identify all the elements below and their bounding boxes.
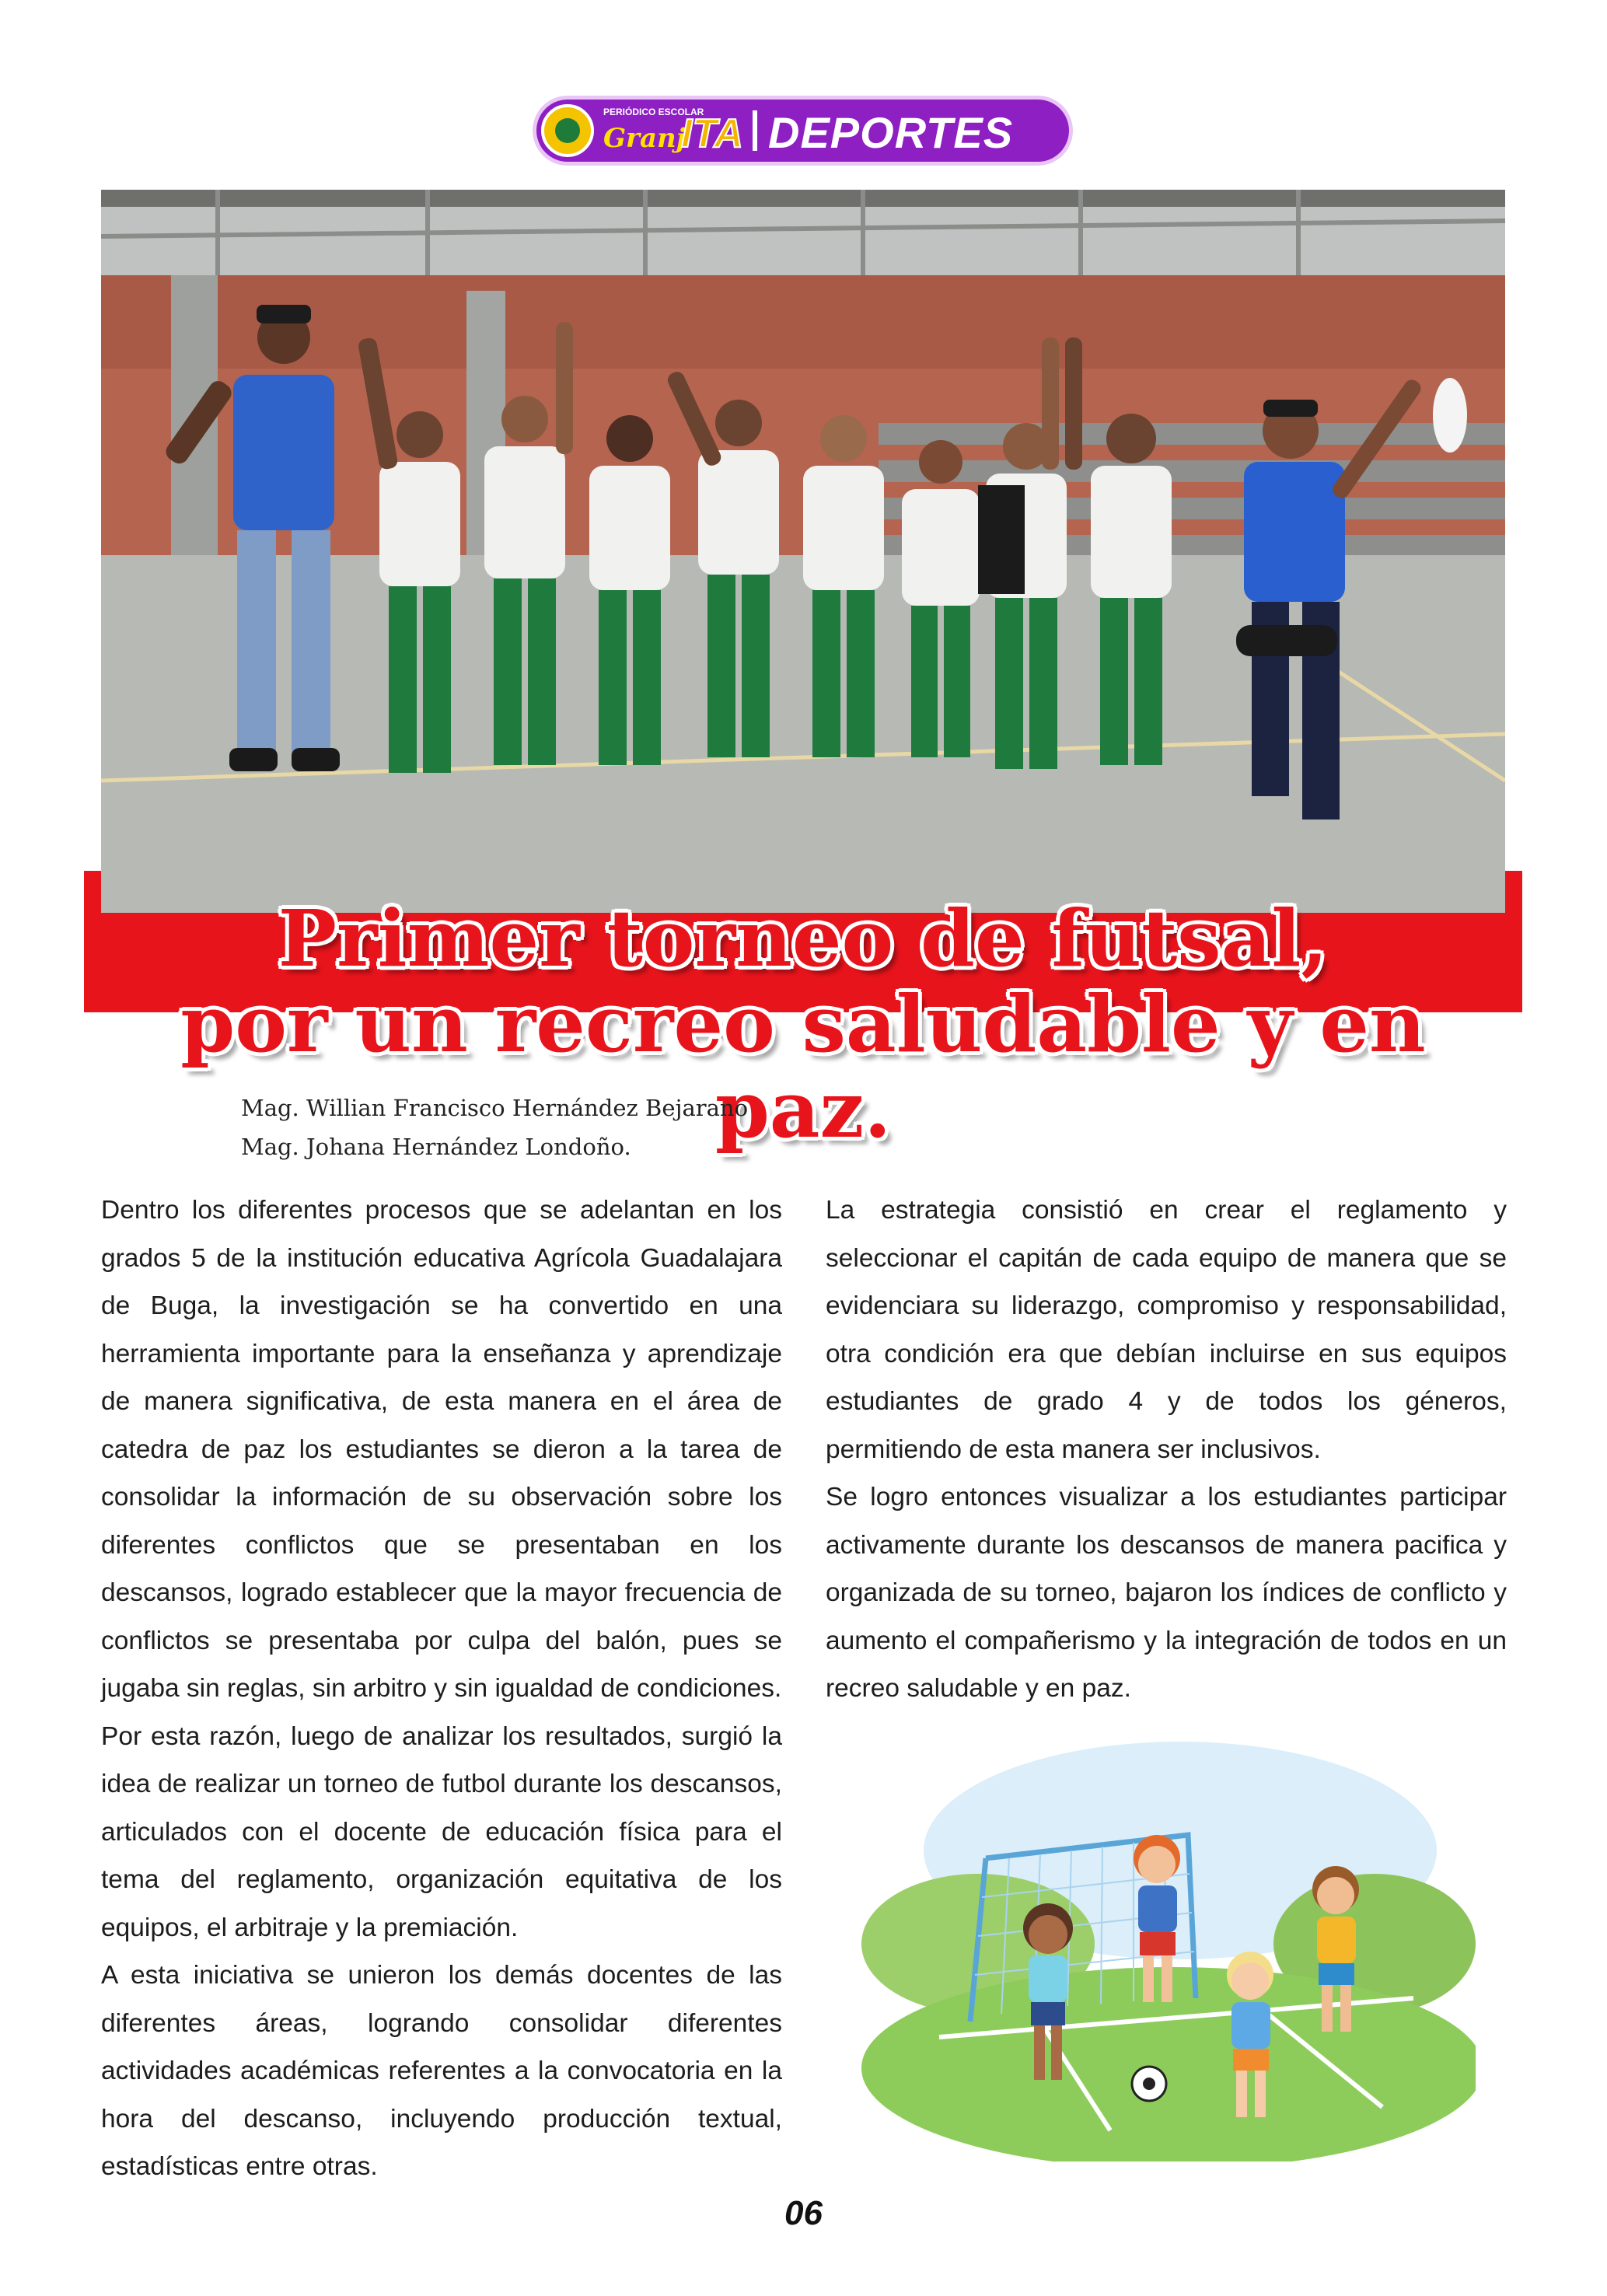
- paragraph: La estrategia consistió en crear el reglamento y seleccionar el capitán de cada equipo de manera que se evidenciara su liderazgo, compromiso y responsabilidad, otra condición era que debían incluirse en sus equipos estudiantes de grado 4 y de todos los géneros, permitiendo de esta manera ser inclusivos.: [826, 1196, 1507, 1464]
- paragraph: A esta iniciativa se unieron los demás docentes de las diferentes áreas, logrando consolidar diferentes actividades académicas referentes a la convocatoria en la hora del descanso, incluyendo producción textual, estadísticas entre otras.: [101, 1961, 782, 2181]
- kids-football-illustration: [854, 1742, 1476, 2161]
- brand-acronym: ITA: [681, 111, 743, 156]
- page-number: 06: [784, 2194, 823, 2232]
- header-divider: [753, 110, 757, 151]
- right-text-column: [826, 1186, 1507, 1713]
- left-text-column: [101, 1186, 782, 2191]
- school-seal-icon: [541, 104, 594, 157]
- article-authors: [241, 1089, 748, 1166]
- paragraph: Dentro los diferentes procesos que se adelantan en los grados 5 de la institución educativa Agrícola Guadalajara de Buga, la investigación se ha convertido en una herramienta importante para la enseñanza y aprendizaje de manera significativa, de esta manera en el área de catedra de paz los estudiantes se dieron a la tarea de consolidar la información de su observación sobre los diferentes conflictos que se presentaban en los descansos, logrado establecer que la mayor frecuencia de conflictos se presentaba por culpa del balón, pues se jugaba sin reglas, sin arbitro y sin igualdad de condiciones.: [101, 1196, 782, 1703]
- brand-name: Granj: [603, 123, 686, 154]
- author-name: Mag. Willian Francisco Hernández Bejarano: [241, 1095, 749, 1121]
- group-photo: [101, 190, 1505, 913]
- section-header: [536, 100, 1069, 162]
- article-title-line-2: por un recreo saludable y en paz.: [180, 978, 1426, 1155]
- brand-small-text: PERIÓDICO ESCOLAR: [603, 107, 704, 117]
- article-title-line-1: Primer torneo de futsal,: [278, 893, 1329, 984]
- author-name: Mag. Johana Hernández Londoño.: [241, 1134, 631, 1160]
- section-label: DEPORTES: [768, 108, 1014, 157]
- paragraph: Por esta razón, luego de analizar los resultados, surgió la idea de realizar un torneo de futbol durante los descansos, articulados con el docente de educación física para el tema del reglamento, organización equitativa de los equipos, el arbitraje y la premiación.: [101, 1721, 782, 1942]
- paragraph: Se logro entonces visualizar a los estudiantes participar activamente durante los descansos de manera pacifica y organizada de su torneo, bajaron los índices de conflicto y aumento el compañerismo y la integración de todos en un recreo saludable y en paz.: [826, 1483, 1507, 1703]
